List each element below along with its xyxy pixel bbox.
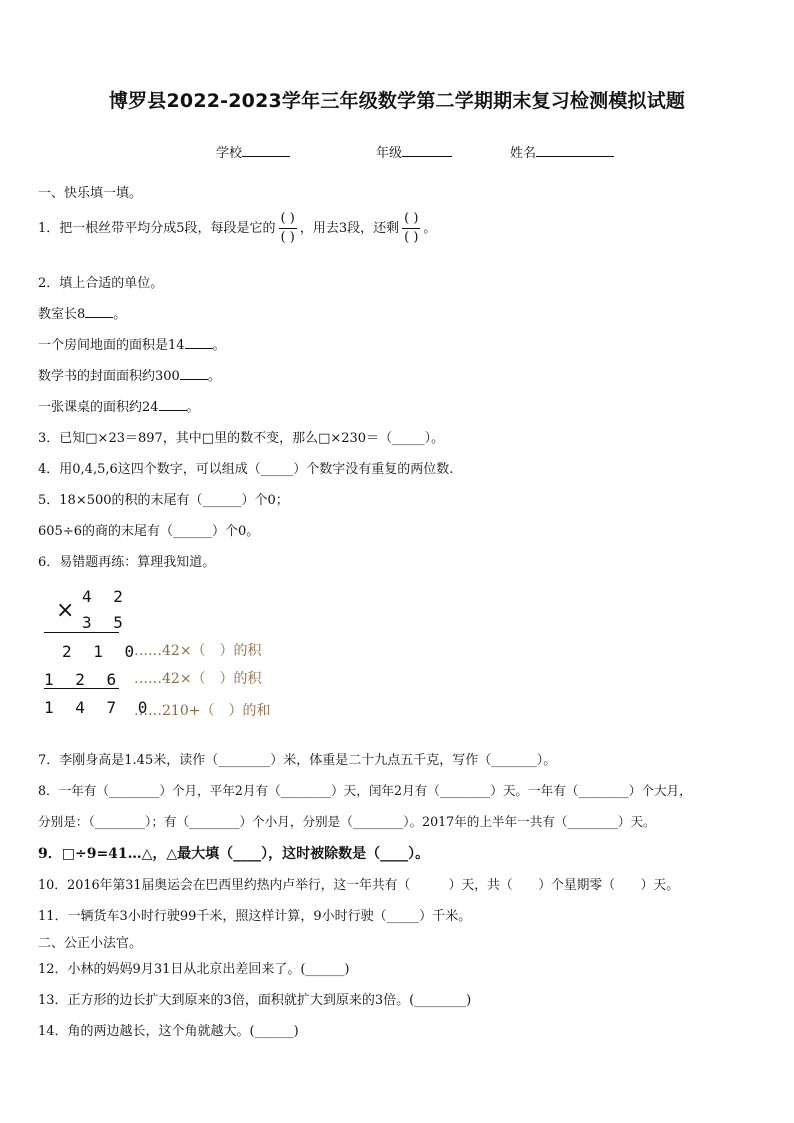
name-label: 姓名	[510, 146, 537, 161]
calc-rule-2	[44, 688, 119, 689]
q1-text-mid: ，用去3段，还剩	[299, 221, 400, 236]
fraction-blank-2[interactable]	[402, 210, 420, 247]
section-2-heading: 二、公正小法官。	[38, 936, 143, 951]
fraction-2-denominator[interactable]: ( )	[404, 230, 419, 245]
q2b-text: 一个房间地面的面积是14	[38, 338, 185, 353]
calc-partial-2: 1 2 6	[44, 670, 123, 689]
question-11: 11．一辆货车3小时行驶99千米，照这样计算，9小时行驶（_____）千米。	[38, 909, 472, 924]
q2d-blank[interactable]	[159, 398, 187, 411]
question-10: 10．2016年第31届奥运会在巴西里约热内卢举行，这一年共有（ ）天，共（ ）个星期零（ ）天。	[38, 878, 679, 893]
question-2-heading: 2．填上合适的单位。	[38, 276, 164, 291]
q2b-blank[interactable]	[185, 336, 213, 349]
q1-text-pre: 1．把一根丝带平均分成5段，每段是它的	[38, 221, 276, 236]
grade-label: 年级	[376, 146, 403, 161]
q2d-text: 一张课桌的面积约24	[38, 400, 159, 415]
question-2b	[38, 334, 226, 353]
name-field[interactable]	[510, 142, 614, 161]
q2c-blank[interactable]	[180, 367, 208, 380]
q2a-blank[interactable]	[85, 305, 113, 318]
calc-note-2: ……42×（ ）的积	[134, 671, 262, 687]
question-8b: 分别是：（________）；有（________）个小月，分别是（________）。2017年的上半年一共有（________）天。	[38, 814, 656, 829]
question-3: 3．已知□×23＝897，其中□里的数不变，那么□×230＝（_____）。	[38, 431, 445, 446]
school-label: 学校	[216, 146, 243, 161]
school-field[interactable]	[216, 142, 290, 161]
name-blank[interactable]	[536, 144, 614, 157]
q2c-end: 。	[207, 369, 221, 384]
school-blank[interactable]	[242, 144, 290, 157]
question-13: 13．正方形的边长扩大到原来的3倍，面积就扩大到原来的3倍。(________)	[38, 993, 472, 1008]
question-6-heading: 6．易错题再练：算理我知道。	[38, 555, 216, 570]
calc-note-1: ……42×（ ）的积	[134, 643, 262, 659]
q2c-text: 数学书的封面面积约300	[38, 369, 180, 384]
fraction-2-numerator[interactable]: ( )	[402, 210, 420, 229]
q1-text-post: 。	[423, 221, 437, 236]
question-2c	[38, 365, 221, 384]
question-2a	[38, 303, 126, 322]
calc-multiplier: 3 5	[82, 613, 129, 632]
question-2d	[38, 396, 200, 415]
q2b-end: 。	[212, 338, 226, 353]
question-12: 12．小林的妈妈9月31日从北京出差回来了。(______)	[38, 962, 350, 977]
q2a-text: 教室长8	[38, 307, 86, 322]
fraction-1-numerator[interactable]: ( )	[279, 210, 297, 229]
fraction-blank-1[interactable]	[279, 210, 297, 247]
question-5a: 5．18×500的积的末尾有（______）个0；	[38, 493, 289, 508]
multiply-sign: ×	[56, 598, 75, 623]
question-8a: 8．一年有（________）个月，平年2月有（________）天，闰年2月有（________）天。一年有（________）个大月，	[38, 783, 692, 798]
calc-note-3: ……210+（ ）的和	[134, 703, 271, 719]
section-1-heading: 一、快乐填一填。	[38, 186, 143, 201]
grade-field[interactable]	[376, 142, 452, 161]
question-1	[38, 210, 436, 247]
grade-blank[interactable]	[402, 144, 452, 157]
question-9: 9．□÷9=41…△，△最大填（____），这时被除数是（____）。	[38, 846, 430, 862]
fraction-1-denominator[interactable]: ( )	[280, 230, 295, 245]
page-title: 博罗县2022-2023学年三年级数学第二学期期末复习检测模拟试题	[108, 90, 686, 112]
calc-rule-1	[44, 632, 119, 633]
question-7: 7．李刚身高是1.45米，读作（________）米，体重是二十九点五千克，写作（_______）。	[38, 753, 557, 768]
calc-result: 1 4 7 0	[44, 698, 154, 717]
question-5b: 605÷6的商的末尾有（______）个0。	[38, 524, 260, 539]
question-14: 14．角的两边越长，这个角就越大。(______)	[38, 1024, 299, 1039]
calc-multiplicand: 4 2	[82, 587, 129, 606]
question-4: 4．用0,4,5,6这四个数字，可以组成（_____）个数字没有重复的两位数.	[38, 462, 454, 477]
q2a-end: 。	[113, 307, 127, 322]
calc-partial-1: 2 1 0	[62, 642, 141, 661]
q2d-end: 。	[186, 400, 200, 415]
